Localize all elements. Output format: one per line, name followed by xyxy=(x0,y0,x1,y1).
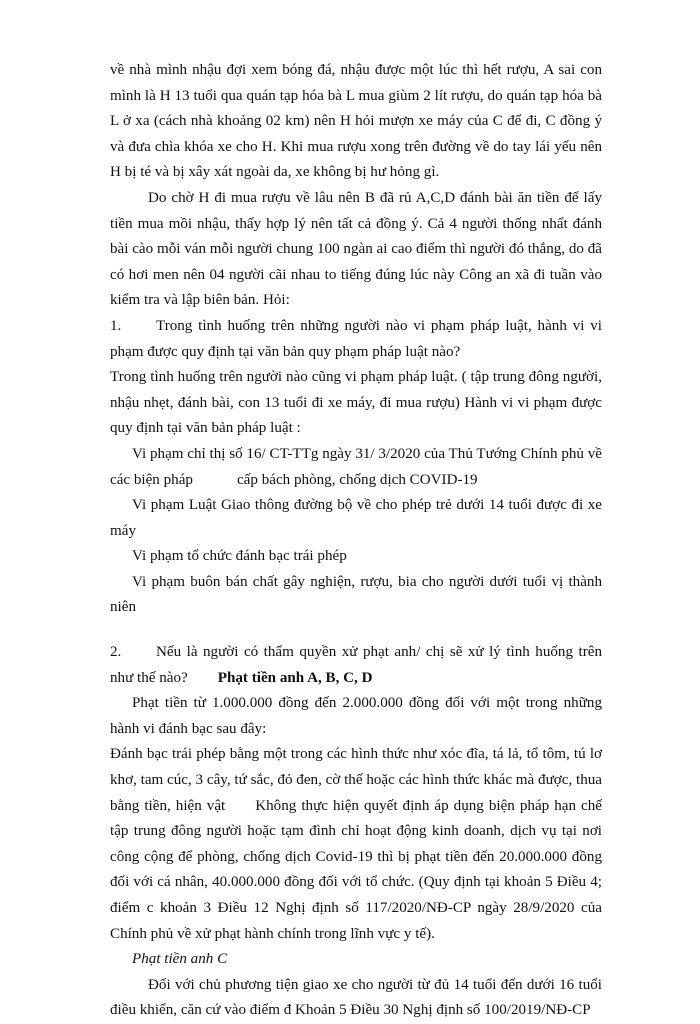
question-1-line xyxy=(110,314,602,365)
question-2-bold-answer: Phạt tiền anh A, B, C, D xyxy=(217,669,373,686)
paragraph-scenario-part2: Do chờ H đi mua rượu về lâu nên B đã rủ A,C,D đánh bài ăn tiền để lấy tiền mua mồi nhậu, thấy hợp lý nên tất cả đồng ý. Cả 4 người thống nhất đánh bài cào mỗi ván mỗi người chung 100 ngàn ai cao điểm thì người đó thắng, do đã có hơi men nên 04 người cãi nhau to tiếng đúng lúc này Công an xã đi tuần vào kiểm tra và lập biên bản. Hỏi: xyxy=(110,189,602,309)
paragraph-violation-3: Vi phạm tổ chức đánh bạc trái phép xyxy=(132,548,347,565)
question-2-line xyxy=(110,640,602,691)
paragraph-violation-2: Vi phạm Luật Giao thông đường bộ về cho phép trẻ dưới 14 tuổi được đi xe máy xyxy=(110,497,602,539)
paragraph-answer-2-fine-range: Phạt tiền từ 1.000.000 đồng đến 2.000.000 đồng đối với một trong những hành vi đánh bạc sau đây: xyxy=(110,695,602,737)
violation-1-part-a: Vi phạm chỉ thị số 16/ CT-TTg ngày 31/ 3/2020 của Thủ Tướng Chính phủ về các biện pháp xyxy=(110,445,602,488)
question-1-number: 1. xyxy=(110,317,122,334)
paragraph-answer-2-detail xyxy=(110,742,602,947)
question-2-number: 2. xyxy=(110,644,122,661)
paragraph-scenario-part1: về nhà mình nhậu đợi xem bóng đá, nhậu được một lúc thì hết rượu, A sai con mình là H 13 tuổi qua quán tạp hóa bà L mua giùm 2 lít rượu, do quán tạp hóa bà L ở xa (cách nhà khoảng 02 km) nên H hỏi mượn xe máy của C để đi, C đồng ý và đưa chìa khóa xe cho H. Khi mua rượu xong trên đường về do tay lái yếu nên H bị té và bị xây xát ngoài da, xe không bị hư hỏng gì. xyxy=(110,62,602,181)
paragraph-answer-2-italic-heading: Phạt tiền anh C xyxy=(132,951,228,968)
document-body xyxy=(110,58,602,1024)
section-gap xyxy=(110,621,602,640)
paragraph-violation-1 xyxy=(110,442,602,493)
violation-1-part-b: cấp bách phòng, chống dịch COVID-19 xyxy=(236,471,478,488)
paragraph-answer-2-final: Đối với chủ phương tiện giao xe cho người từ đủ 14 tuổi đến dưới 16 tuổi điều khiển, căn cứ vào điểm đ Khoản 5 Điều 30 Nghị định số 100/2019/NĐ-CP xyxy=(110,976,602,1019)
answer-2-detail-b: Không thực hiện quyết định áp dụng biện pháp hạn chế tập trung đông người hoặc tạm đình chỉ hoạt động kinh doanh, dịch vụ tại nơi công cộng để phòng, chống dịch Covid-19 thì bị phạt tiền đến 20.000.000 đồng đối với cá nhân, 40.000.000 đồng đối với tổ chức. (Quy định tại khoản 5 Điều 4; điểm c khoản 3 Điều 12 Nghị định số 117/2020/NĐ-CP ngày 28/9/2020 của Chính phủ về xử phạt hành chính trong lĩnh vực y tế). xyxy=(110,797,602,942)
paragraph-answer-1-intro: Trong tình huống trên người nào cũng vi phạm pháp luật. ( tập trung đông người, nhậu nhẹt, đánh bài, con 13 tuổi đi xe máy, đi mua rượu) Hành vi vi phạm được quy định tại văn bản pháp luật : xyxy=(110,369,602,437)
answer-2-detail-a: Đánh bạc trái phép bằng một trong các hình thức như xóc đĩa, tá lả, tổ tôm, tú lơ khơ, tam cúc, 3 cây, tứ sắc, đỏ đen, cờ thế hoặc các hình thức khác mà được, thua bằng tiền, hiện vật xyxy=(110,746,602,814)
question-2-text: Nếu là người có thẩm quyền xử phạt anh/ chị sẽ xử lý tình huống trên như thế nào? xyxy=(110,644,602,686)
question-1-text: Trong tình huống trên những người nào vi phạm pháp luật, hành vi vi phạm được quy định tại văn bản quy phạm pháp luật nào? xyxy=(110,317,602,360)
paragraph-violation-4: Vi phạm buôn bán chất gây nghiện, rượu, bia cho người dưới tuổi vị thành niên xyxy=(110,573,602,616)
